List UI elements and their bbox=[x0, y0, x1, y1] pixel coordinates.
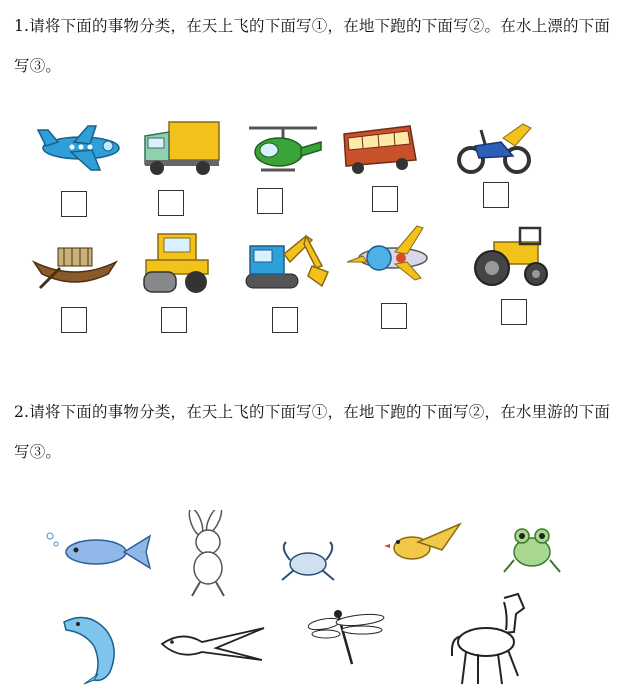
rabbit-icon bbox=[178, 510, 240, 600]
dragonfly-icon bbox=[308, 608, 388, 668]
answer-box-2[interactable] bbox=[158, 190, 184, 216]
bus-icon bbox=[340, 120, 420, 178]
tractor-icon bbox=[470, 226, 552, 288]
excavator-icon bbox=[240, 232, 330, 298]
frog-icon bbox=[500, 520, 564, 576]
road-roller-icon bbox=[140, 230, 215, 296]
answer-box-9[interactable] bbox=[381, 303, 407, 329]
dolphin-icon bbox=[58, 610, 128, 686]
animals-panel bbox=[30, 496, 590, 690]
answer-box-4[interactable] bbox=[372, 186, 398, 212]
crab-icon bbox=[276, 538, 340, 584]
question-1-text bbox=[14, 6, 624, 86]
answer-box-8[interactable] bbox=[272, 307, 298, 333]
question-2-text bbox=[14, 392, 624, 472]
question-1-line-1: 1.请将下面的事物分类，在天上飞的下面写①，在地下跑的下面写②。在水上漂的下面 bbox=[14, 17, 611, 35]
fish-icon bbox=[44, 526, 154, 576]
helicopter-icon bbox=[243, 120, 323, 178]
answer-box-5[interactable] bbox=[483, 182, 509, 208]
truck-icon bbox=[143, 118, 223, 178]
motorcycle-icon bbox=[455, 116, 535, 176]
answer-box-3[interactable] bbox=[257, 188, 283, 214]
question-2-line-1: 2.请将下面的事物分类，在天上飞的下面写①，在地下跑的下面写②，在水里游的下面 bbox=[14, 403, 611, 421]
rowboat-icon bbox=[30, 238, 120, 296]
question-2-line-2: 写③。 bbox=[14, 443, 62, 461]
answer-box-6[interactable] bbox=[61, 307, 87, 333]
horse-icon bbox=[444, 592, 534, 688]
airplane-icon bbox=[36, 116, 126, 176]
question-1-line-2: 写③。 bbox=[14, 57, 62, 75]
swallow-icon bbox=[158, 620, 268, 666]
answer-box-7[interactable] bbox=[161, 307, 187, 333]
answer-box-10[interactable] bbox=[501, 299, 527, 325]
bird-icon bbox=[382, 520, 464, 570]
answer-box-1[interactable] bbox=[61, 191, 87, 217]
jet-plane-icon bbox=[343, 222, 443, 284]
